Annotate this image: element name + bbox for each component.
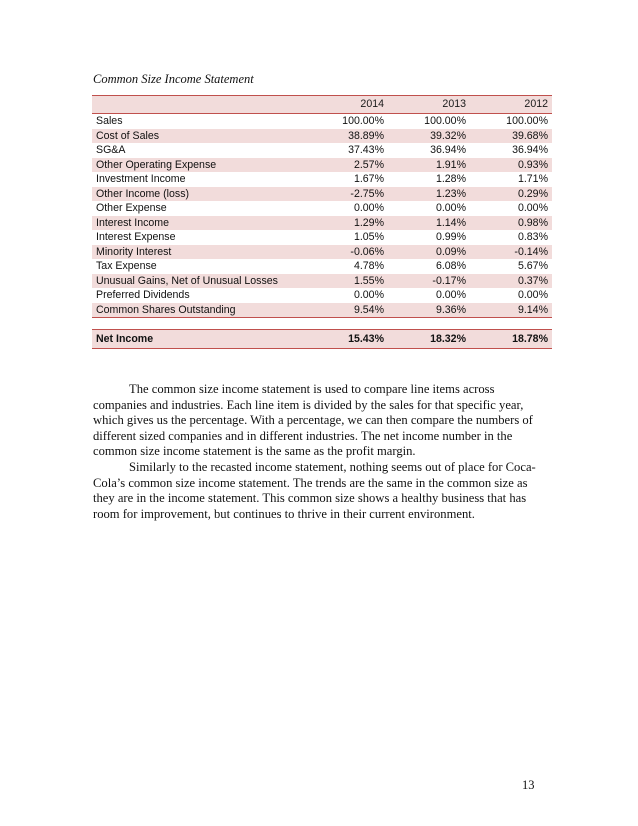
table-row [92,288,552,303]
value-2013: 1.23% [388,187,470,202]
value-2013: 0.99% [435,231,466,243]
row-label: Common Shares Outstanding [92,303,306,318]
value-2012: 0.98% [470,216,552,231]
header-2012: 2012 [470,96,552,114]
value-2012: 9.14% [470,303,552,318]
net-income-row [92,330,552,349]
value-2014: 4.78% [353,260,384,272]
value-2013: 0.00% [435,202,466,214]
table-row [92,201,552,216]
row-label: Sales [96,115,123,127]
row-label: Unusual Gains, Net of Unusual Losses [92,274,306,289]
table-row [92,129,552,144]
value-2014: 0.00% [353,289,384,301]
table-caption: Common Size Income Statement [93,72,254,86]
value-2012: 0.93% [470,158,552,173]
paragraph: The common size income statement is used to compare line items across companies and industries. Each line item is divided by the sales for that specific year, which gives us the percentage. With a percentage, we can then compare the numbers of different sized companies and in different industries. The net income number in the common size income statement is the same as the profit margin. [93,382,533,459]
value-2012: 0.83% [517,231,548,243]
table-header-row [92,96,552,114]
value-2014: 2.57% [306,158,388,173]
row-label: Cost of Sales [92,129,306,144]
row-label: Investment Income [96,173,186,185]
net-income-label: Net Income [92,330,306,349]
row-label: Interest Expense [96,231,176,243]
value-2014: 1.05% [353,231,384,243]
table-row [92,274,552,289]
value-2014: 9.54% [306,303,388,318]
value-2014: 1.29% [306,216,388,231]
net-income-2012: 18.78% [470,330,552,349]
value-2012: 39.68% [470,129,552,144]
value-2012: 0.00% [517,202,548,214]
row-label: Other Expense [96,202,167,214]
row-label: SG&A [96,144,126,156]
value-2013: 9.36% [388,303,470,318]
value-2013: 1.91% [388,158,470,173]
paragraph: Similarly to the recasted income statement, nothing seems out of place for Coca-Cola’s common size income statement. The trends are the same in the common size as they are in the income statement. This common size shows a healthy business that has room for improvement, but continues to thrive in their current environment. [93,459,536,521]
row-label: Minority Interest [92,245,306,260]
value-2014: 38.89% [306,129,388,144]
table-row [92,187,552,202]
value-2013: 39.32% [388,129,470,144]
table-row [92,172,552,187]
header-2014: 2014 [306,96,388,114]
row-label: Interest Income [92,216,306,231]
value-2012: 100.00% [506,115,548,127]
table-row [92,259,552,274]
net-income-2013: 18.32% [388,330,470,349]
table-row [92,230,552,245]
table-row [92,216,552,231]
table-row [92,303,552,318]
value-2013: 36.94% [430,144,466,156]
value-2013: 100.00% [424,115,466,127]
value-2013: 0.09% [388,245,470,260]
value-2012: 5.67% [517,260,548,272]
value-2014: -2.75% [306,187,388,202]
value-2012: 0.37% [470,274,552,289]
table-row [92,143,552,158]
page-number: 13 [522,778,535,792]
value-2013: 0.00% [435,289,466,301]
value-2012: 36.94% [512,144,548,156]
value-2012: 0.29% [470,187,552,202]
value-2013: 6.08% [435,260,466,272]
value-2012: -0.14% [470,245,552,260]
table-row [92,245,552,260]
value-2013: 1.14% [388,216,470,231]
value-2014: 1.55% [306,274,388,289]
header-2013: 2013 [388,96,470,114]
table-row [92,114,552,129]
row-label: Other Operating Expense [92,158,306,173]
value-2014: -0.06% [306,245,388,260]
header-label-cell [92,96,306,114]
value-2013: -0.17% [388,274,470,289]
value-2014: 37.43% [348,144,384,156]
value-2014: 1.67% [353,173,384,185]
value-2012: 1.71% [517,173,548,185]
value-2014: 100.00% [342,115,384,127]
value-2012: 0.00% [517,289,548,301]
row-label: Other Income (loss) [92,187,306,202]
common-size-income-table [92,95,552,349]
table-row [92,158,552,173]
value-2013: 1.28% [435,173,466,185]
table-spacer [92,318,552,330]
net-income-2014: 15.43% [306,330,388,349]
body-text [93,382,545,522]
value-2014: 0.00% [353,202,384,214]
row-label: Preferred Dividends [96,289,190,301]
row-label: Tax Expense [96,260,157,272]
